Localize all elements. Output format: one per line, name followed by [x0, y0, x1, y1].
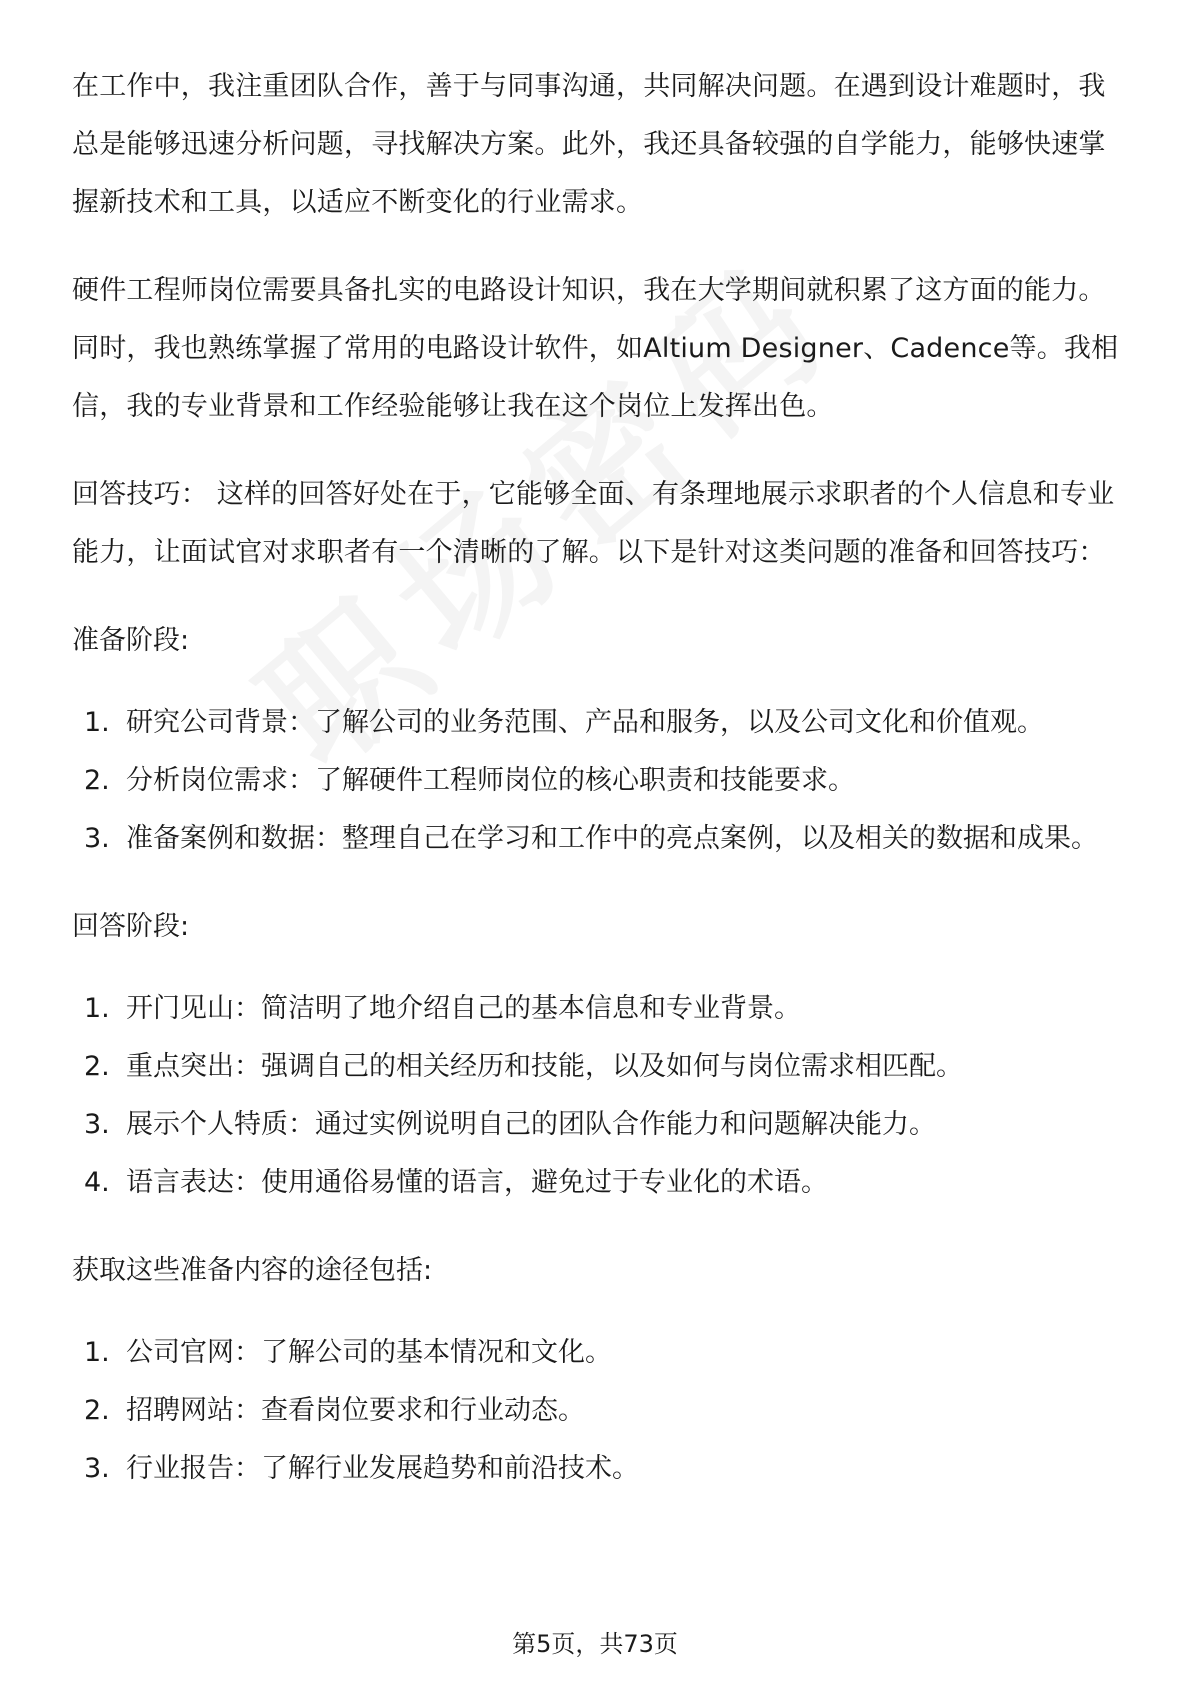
- list-item: 1. 研究公司背景：了解公司的业务范围、产品和服务，以及公司文化和价值观。: [84, 707, 1044, 738]
- list-item: 3. 准备案例和数据：整理自己在学习和工作中的亮点案例，以及相关的数据和成果。: [84, 823, 1098, 854]
- heading-sources: 获取这些准备内容的途径包括:: [72, 1255, 433, 1286]
- heading-answer: 回答阶段:: [72, 911, 190, 942]
- page-number: 第5页，共73页: [512, 1630, 678, 1658]
- list-item: 4. 语言表达：使用通俗易懂的语言，避免过于专业化的术语。: [84, 1167, 828, 1198]
- list-item: 2. 分析岗位需求：了解硬件工程师岗位的核心职责和技能要求。: [84, 765, 855, 796]
- heading-prep: 准备阶段:: [72, 625, 190, 656]
- list-item: 2. 重点突出：强调自己的相关经历和技能，以及如何与岗位需求相匹配。: [84, 1051, 963, 1082]
- paragraph-skills: 硬件工程师岗位需要具备扎实的电路设计知识，我在大学期间就积累了这方面的能力。同时，我也熟练掌握了常用的电路设计软件，如Altium Designer、Cadence等。我相信，我的专业背景和工作经验能够让我在这个岗位上发挥出色。: [72, 275, 1119, 422]
- paragraph-tips: 回答技巧： 这样的回答好处在于，它能够全面、有条理地展示求职者的个人信息和专业能力，让面试官对求职者有一个清晰的了解。以下是针对这类问题的准备和回答技巧：: [72, 479, 1115, 568]
- paragraph-teamwork: 在工作中，我注重团队合作，善于与同事沟通，共同解决问题。在遇到设计难题时，我总是能够迅速分析问题，寻找解决方案。此外，我还具备较强的自学能力，能够快速掌握新技术和工具，以适应不断变化的行业需求。: [72, 71, 1106, 218]
- list-answer: [72, 980, 1122, 1212]
- list-item: 1. 公司官网：了解公司的基本情况和文化。: [84, 1337, 612, 1368]
- list-sources: [72, 1324, 1122, 1498]
- document-page: [72, 58, 1122, 1528]
- list-item: 2. 招聘网站：查看岗位要求和行业动态。: [84, 1395, 585, 1426]
- list-item: 3. 行业报告：了解行业发展趋势和前沿技术。: [84, 1453, 639, 1484]
- list-item: 3. 展示个人特质：通过实例说明自己的团队合作能力和问题解决能力。: [84, 1109, 936, 1140]
- list-item: 1. 开门见山：简洁明了地介绍自己的基本信息和专业背景。: [84, 993, 801, 1024]
- list-prep: [72, 694, 1122, 868]
